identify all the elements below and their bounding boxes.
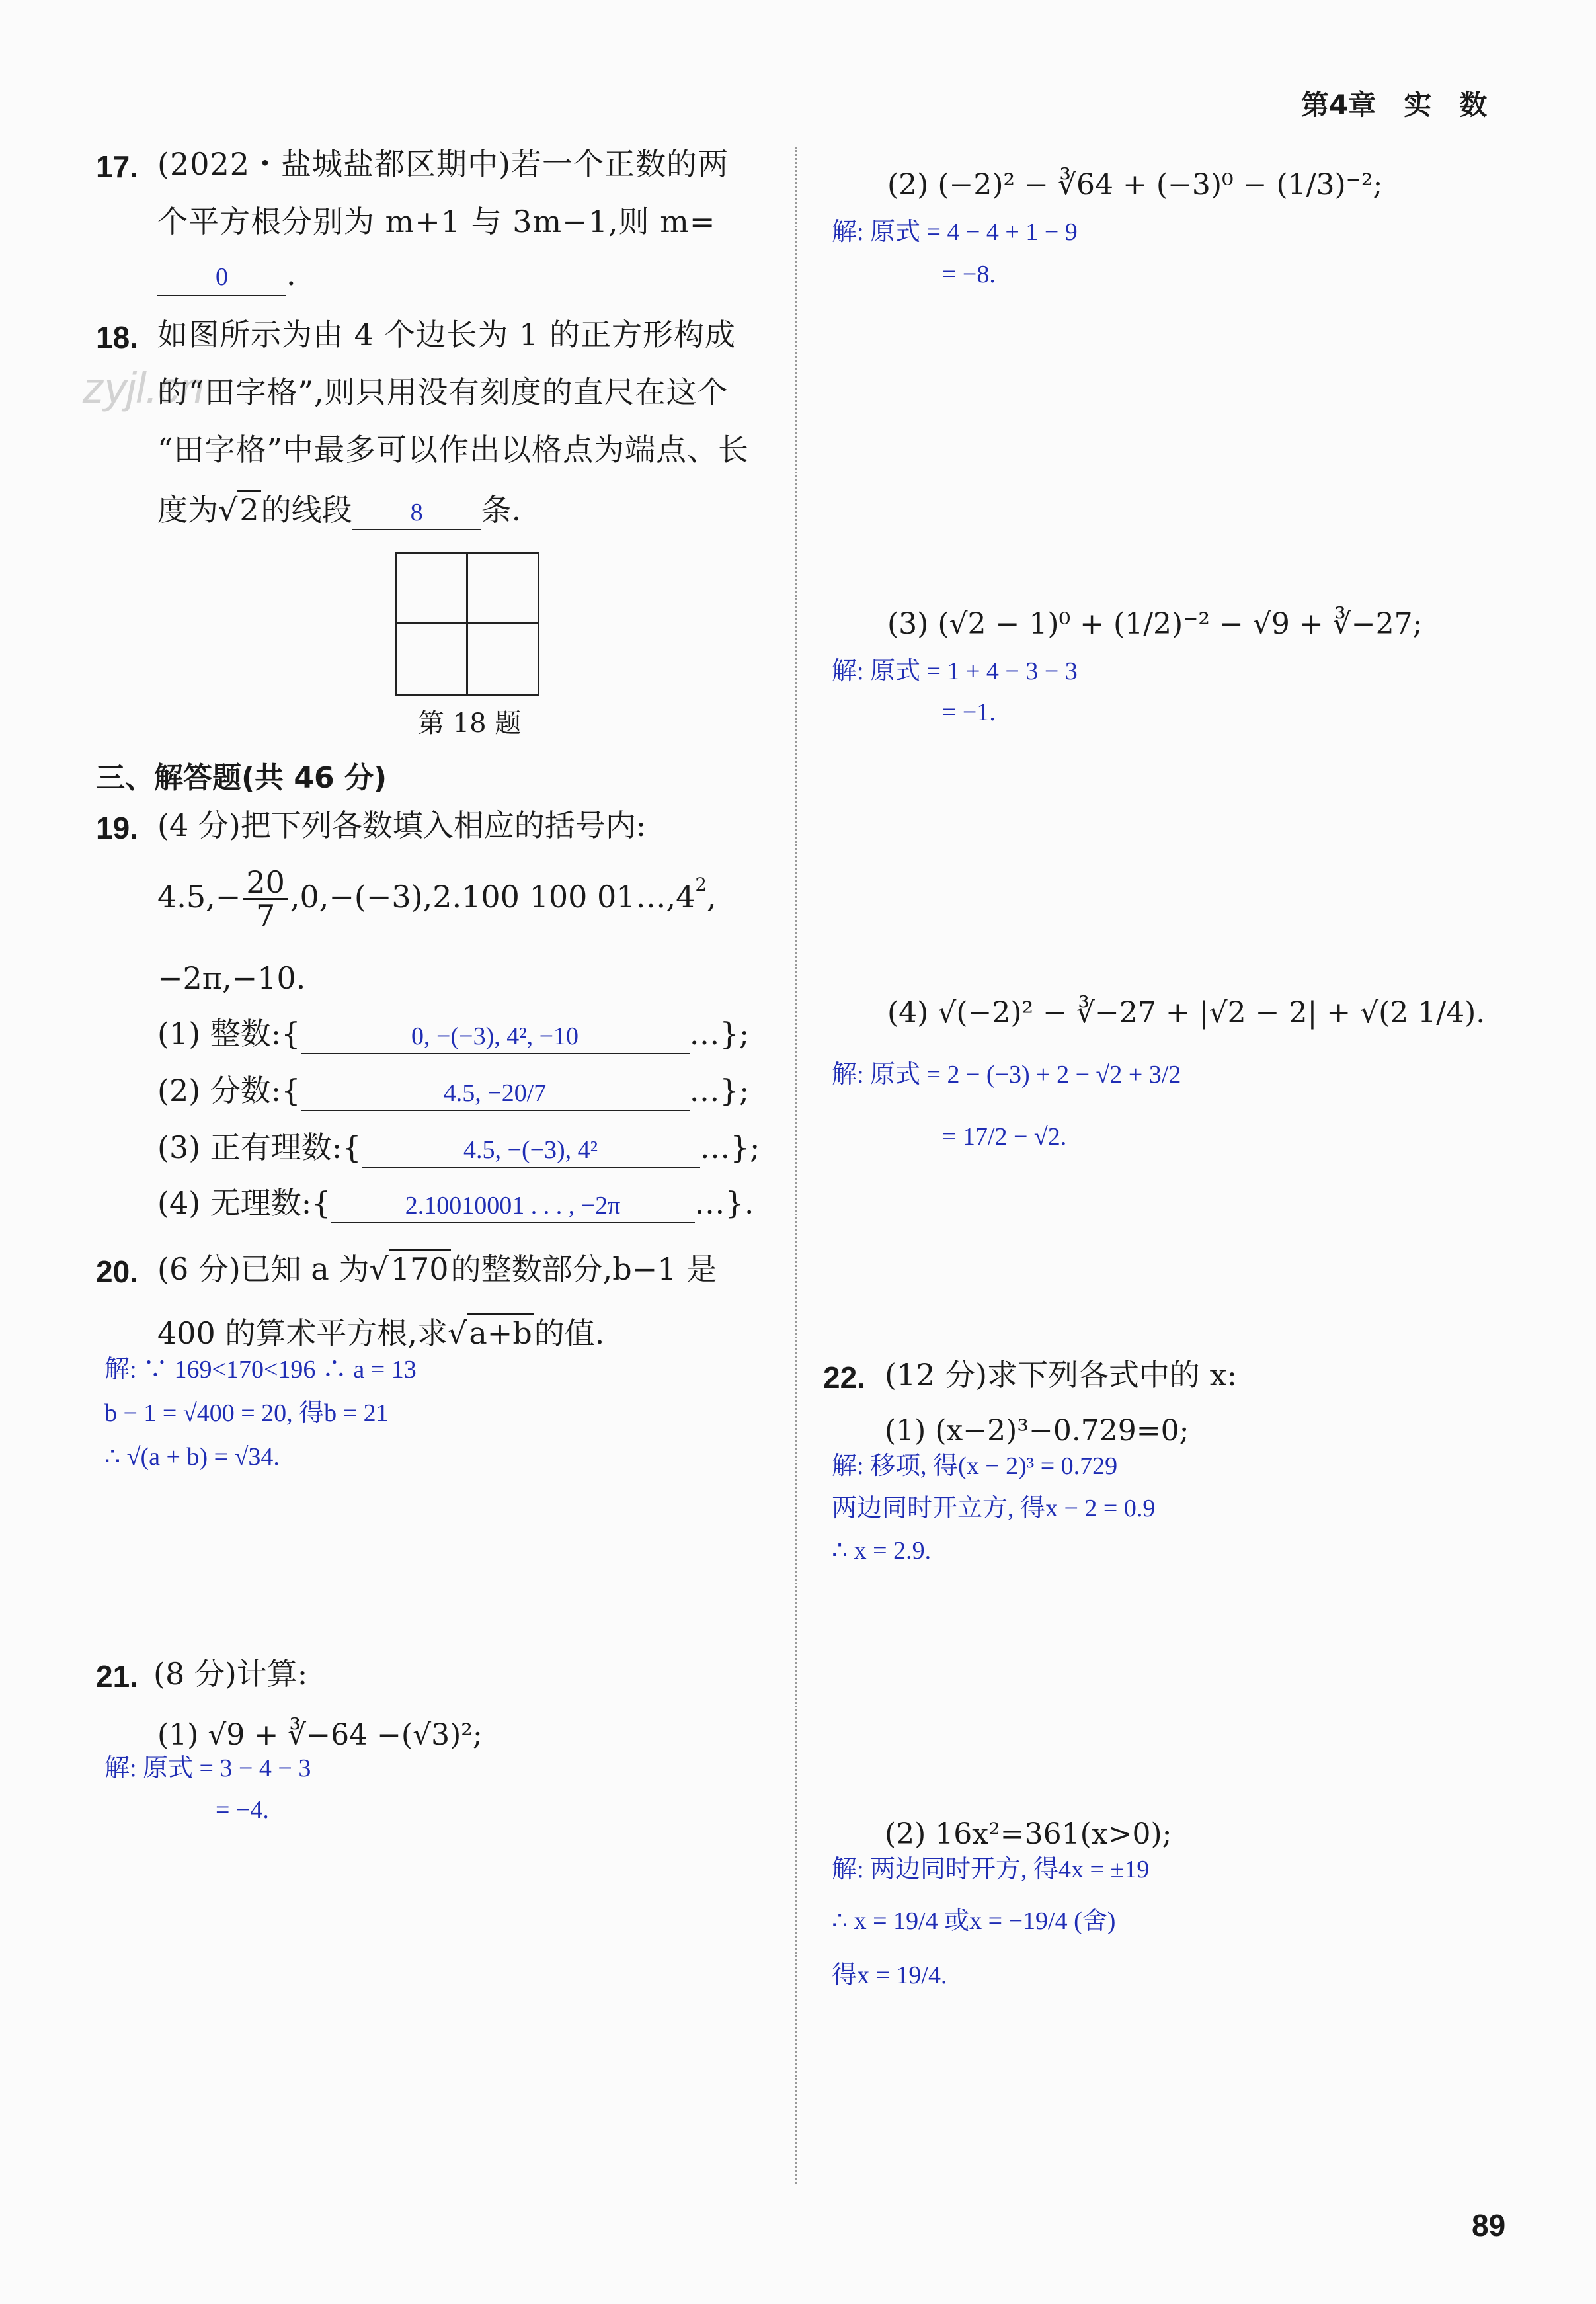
q17-line1: (2022・盐城盐都区期中)若一个正数的两 [157,146,729,182]
column-divider [795,147,797,2184]
q17-line2: 个平方根分别为 m+1 与 3m−1,则 m= [157,204,716,239]
q17-end: . [286,257,296,292]
q17-number: 17. [96,149,138,184]
q21-part-3: (3) (√2 − 1)⁰ + (1/2)⁻² − √9 + ∛−27; [887,607,1423,641]
q18-line3: “田字格”中最多可以作出以格点为端点、长 [157,432,750,468]
q20-line1-a: (6 分)已知 a 为 [157,1251,370,1287]
q21-p1-solution-1: 解: 原式 = 3 − 4 − 3 [104,1754,311,1782]
q22-p1-solution-1: 解: 移项, 得(x − 2)³ = 0.729 [832,1452,1118,1480]
q18-line1: 如图所示为由 4 个边长为 1 的正方形构成 [157,317,737,352]
q18-caption: 第 18 题 [418,708,522,739]
q19-number: 19. [96,811,138,845]
q21-p3-solution-2: = −1. [942,698,996,726]
q20-solution-1: 解: ∵ 169<170<196 ∴ a = 13 [104,1356,417,1383]
q22-number: 22. [823,1360,865,1395]
q22-part-1: (1) (x−2)³−0.729=0; [885,1414,1189,1448]
q21-number: 21. [96,1659,138,1694]
q21-p1-solution-2: = −4. [216,1796,269,1824]
q22-p2-solution-3: 得x = 19/4. [832,1961,947,1989]
q20-line1-b: 的整数部分,b−1 是 [450,1251,717,1287]
q17-answer-blank: 0 [157,265,286,296]
tian-grid-figure [395,552,539,696]
q19-item-1: (1) 整数:{ 0, −(−3), 4², −10 …}; [157,1018,749,1054]
q22-p1-solution-3: ∴ x = 2.9. [832,1537,932,1565]
q18-line2: 的“田字格”,则只用没有刻度的直尺在这个 [157,374,729,410]
q20-radicand-1: 170 [389,1249,451,1287]
q19-stem: (4 分)把下列各数填入相应的括号内: [157,807,647,843]
q20-number: 20. [96,1255,138,1289]
q19-item-2: (2) 分数:{ 4.5, −20/7 …}; [157,1075,749,1111]
q21-part-2: (2) (−2)² − ∛64 + (−3)⁰ − (1/3)⁻²; [887,168,1383,202]
q20-solution-2: b − 1 = √400 = 20, 得b = 21 [104,1399,389,1427]
q19-item-4: (4) 无理数:{ 2.10010001 . . . , −2π …}. [157,1188,754,1223]
q22-part-2: (2) 16x²=361(x>0); [885,1817,1172,1851]
q18-answer-blank: 8 [352,500,481,530]
q21-p4-solution-2: = 17/2 − √2. [942,1123,1067,1151]
q18-line4-post: 的线段 [260,492,352,528]
q21-p4-solution-1: 解: 原式 = 2 − (−3) + 2 − √2 + 3/2 [832,1061,1181,1089]
q20-solution-3: ∴ √(a + b) = √34. [104,1443,280,1471]
q18-line4-pre: 度为 [157,492,218,528]
page-number: 89 [1472,2208,1506,2242]
q20-radicand-2: a+b [467,1313,534,1351]
q19-numbers-b: ,0,−(−3),2.100 100 01…,4 [290,878,696,915]
q18-end: 条. [481,492,522,528]
q22-p2-solution-1: 解: 两边同时开方, 得4x = ±19 [832,1856,1150,1883]
q19-numbers-c: −2π,−10. [157,960,306,996]
q21-p2-solution-1: 解: 原式 = 4 − 4 + 1 − 9 [832,218,1078,246]
watermark: zyjl.cn [83,363,204,412]
q21-p3-solution-1: 解: 原式 = 1 + 4 − 3 − 3 [832,657,1078,685]
q18-radicand: 2 [237,490,260,528]
q19-item-3: (3) 正有理数:{ 4.5, −(−3), 4² …}; [157,1132,760,1168]
q21-stem: (8 分)计算: [153,1656,308,1692]
section-3-heading: 三、解答题(共 46 分) [96,761,387,795]
q21-part-1: (1) √9 + ∛−64 −(√3)²; [157,1718,483,1752]
chapter-header: 第4章 实 数 [1301,89,1488,121]
q21-p2-solution-2: = −8. [942,261,996,288]
q22-p1-solution-2: 两边同时开立方, 得x − 2 = 0.9 [832,1495,1156,1522]
q22-stem: (12 分)求下列各式中的 x: [885,1357,1238,1393]
q21-part-4: (4) √(−2)² − ∛−27 + |√2 − 2| + √(2 1/4). [887,996,1486,1030]
q18-number: 18. [96,320,138,354]
q20-line2-a: 400 的算术平方根,求 [157,1315,448,1351]
q20-line2-b: 的值. [534,1315,605,1351]
q22-p2-solution-2: ∴ x = 19/4 或x = −19/4 (舍) [832,1907,1116,1935]
q19-numbers-a: 4.5,− [157,878,241,915]
q19-fraction: $\frac{20}{7}$ [243,866,288,932]
